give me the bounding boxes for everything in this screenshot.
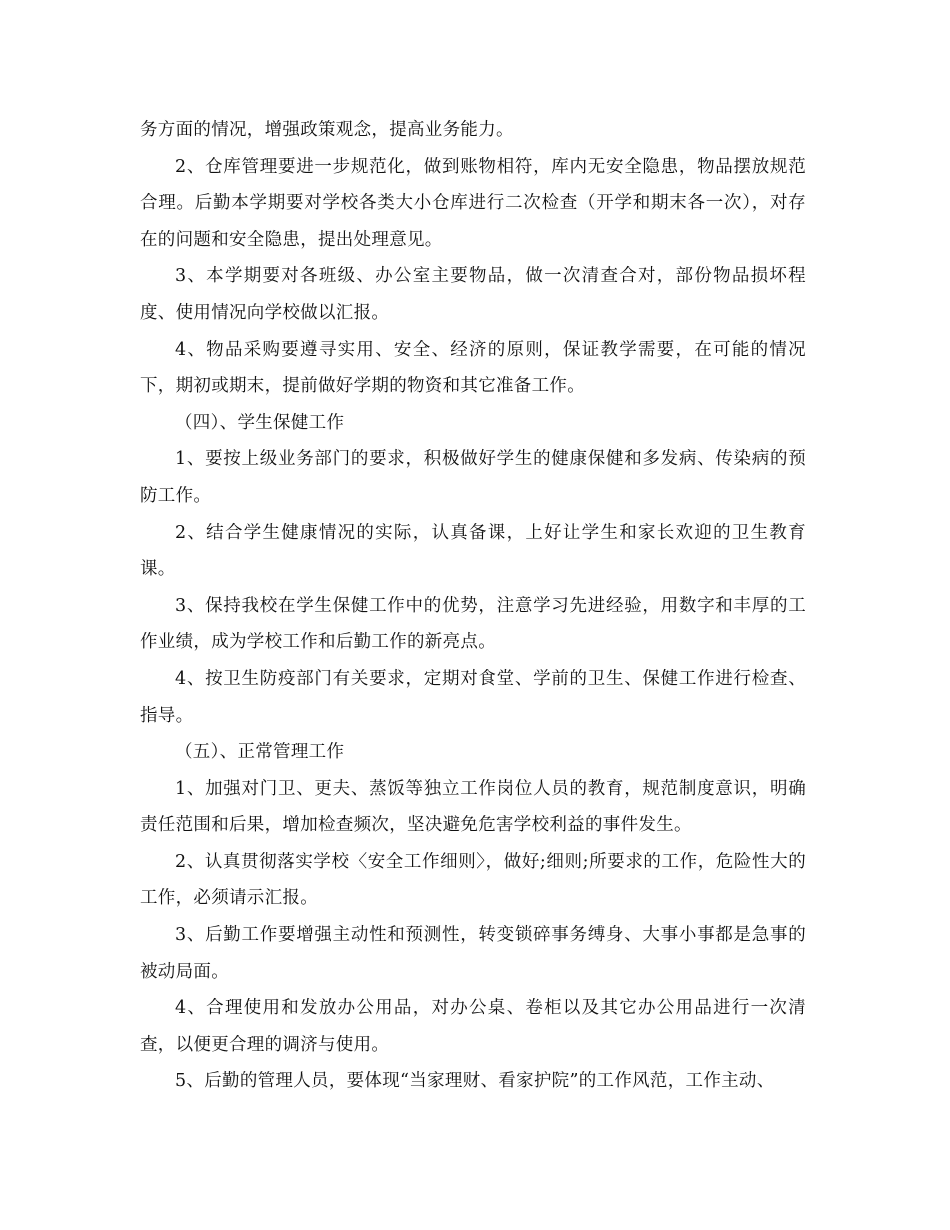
paragraph-safety-rules: 2、认真贯彻落实学校〈安全工作细则〉，做好;细则;所要求的工作，危险性大的工作，必须请示汇报。 xyxy=(140,851,806,909)
paragraph-health-advantage: 3、保持我校在学生保健工作中的优势，注意学习先进经验，用数字和丰厚的工作业绩，成为学校工作和后勤工作的新亮点。 xyxy=(140,595,806,653)
paragraph-health-prevention: 1、要按上级业务部门的要求，积极做好学生的健康保健和多发病、传染病的预防工作。 xyxy=(140,449,806,506)
paragraph-health-inspection: 4、按卫生防疫部门有关要求，定期对食堂、学前的卫生、保健工作进行检查、指导。 xyxy=(140,668,806,726)
paragraph-warehouse-management: 2、仓库管理要进一步规范化，做到账物相符，库内无安全隐患，物品摆放规范合理。后勤本学期要对学校各类大小仓库进行二次检查（开学和期末各一次），对存在的问题和安全隐患，提出处理意见。 xyxy=(140,156,806,250)
paragraph-management-style: 5、后勤的管理人员，要体现“当家理财、看家护院”的工作风范，工作主动、 xyxy=(175,1071,775,1092)
paragraph-item-inventory: 3、本学期要对各班级、办公室主要物品，做一次清查合对，部份物品损坏程度、使用情况向学校做以汇报。 xyxy=(140,266,806,323)
section-heading-student-health: （四）、学生保健工作 xyxy=(175,412,345,433)
document-body xyxy=(140,112,806,1100)
paragraph-procurement: 4、物品采购要遵寻实用、安全、经济的原则，保证教学需要，在可能的情况下，期初或期末，提前做好学期的物资和其它准备工作。 xyxy=(140,339,806,397)
paragraph-office-supplies: 4、合理使用和发放办公用品，对办公桌、卷柜以及其它办公用品进行一次清查，以便更合理的调济与使用。 xyxy=(140,998,806,1055)
paragraph-proactive-work: 3、后勤工作要增强主动性和预测性，转变锁碎事务缚身、大事小事都是急事的被动局面。 xyxy=(140,925,806,982)
section-heading-regular-management: （五）、正常管理工作 xyxy=(175,742,345,763)
paragraph-health-class: 2、结合学生健康情况的实际，认真备课，上好让学生和家长欢迎的卫生教育课。 xyxy=(140,522,806,580)
paragraph-staff-education: 1、加强对门卫、更夫、蒸饭等独立工作岗位人员的教育，规范制度意识，明确责任范围和后果，增加检查频次，坚决避免危害学校利益的事件发生。 xyxy=(140,778,806,836)
paragraph-continuation: 务方面的情况，增强政策观念，提高业务能力。 xyxy=(140,120,514,140)
